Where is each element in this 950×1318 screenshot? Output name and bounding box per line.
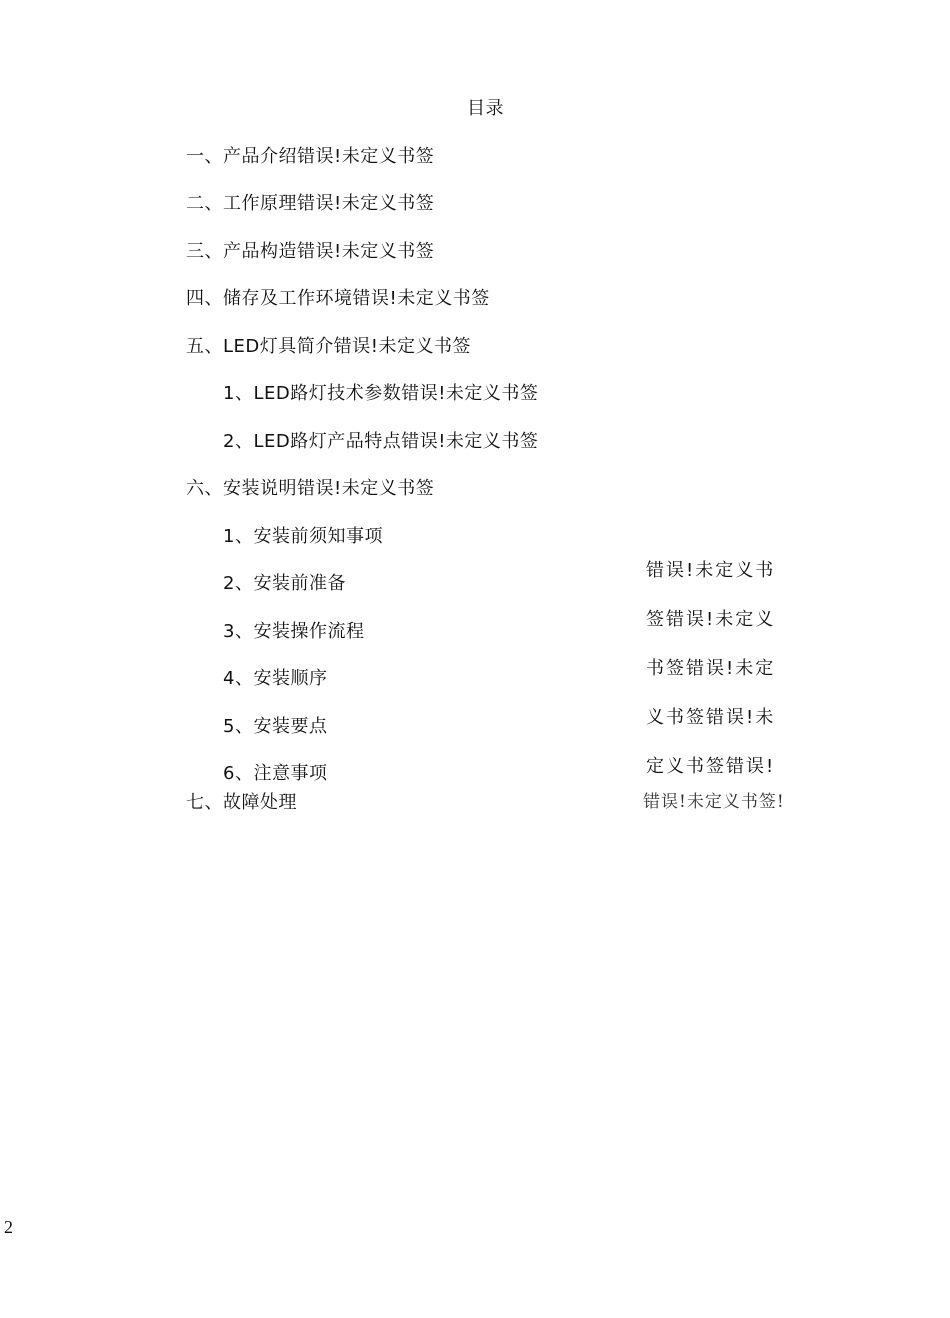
toc-subentry[interactable]: 3、安装操作流程 (223, 621, 365, 642)
toc-wrapped-error-text: 错误!未定义书签错误!未定义书签错误!未定义书签错误!未定义书签错误! (646, 560, 776, 777)
toc-entry[interactable]: 二、工作原理错误!未定义书签 (186, 193, 435, 214)
toc-subentry[interactable]: 1、安装前须知事项 (223, 526, 383, 547)
toc-title: 目录 (467, 98, 504, 119)
toc-subentry[interactable]: 2、LED路灯产品特点错误!未定义书签 (223, 431, 539, 452)
toc-entry[interactable]: 六、安装说明错误!未定义书签 (186, 478, 435, 499)
toc-entry[interactable]: 一、产品介绍错误!未定义书签 (186, 146, 435, 167)
toc-subentry[interactable]: 2、安装前准备 (223, 573, 346, 594)
toc-subentry[interactable]: 6、注意事项 (223, 763, 328, 784)
toc-entry[interactable]: 三、产品构造错误!未定义书签 (186, 241, 435, 262)
toc-entry[interactable]: 四、储存及工作环境错误!未定义书签 (186, 288, 490, 309)
page-number: 2 (4, 1217, 13, 1237)
toc-last-error-text: 错误!未定义书签! (643, 792, 785, 812)
toc-entry[interactable]: 七、故障处理 (186, 792, 297, 813)
toc-subentry[interactable]: 4、安装顺序 (223, 668, 328, 689)
toc-subentry[interactable]: 1、LED路灯技术参数错误!未定义书签 (223, 383, 539, 404)
toc-subentry[interactable]: 5、安装要点 (223, 716, 328, 737)
toc-entry[interactable]: 五、LED灯具简介错误!未定义书签 (186, 336, 471, 357)
